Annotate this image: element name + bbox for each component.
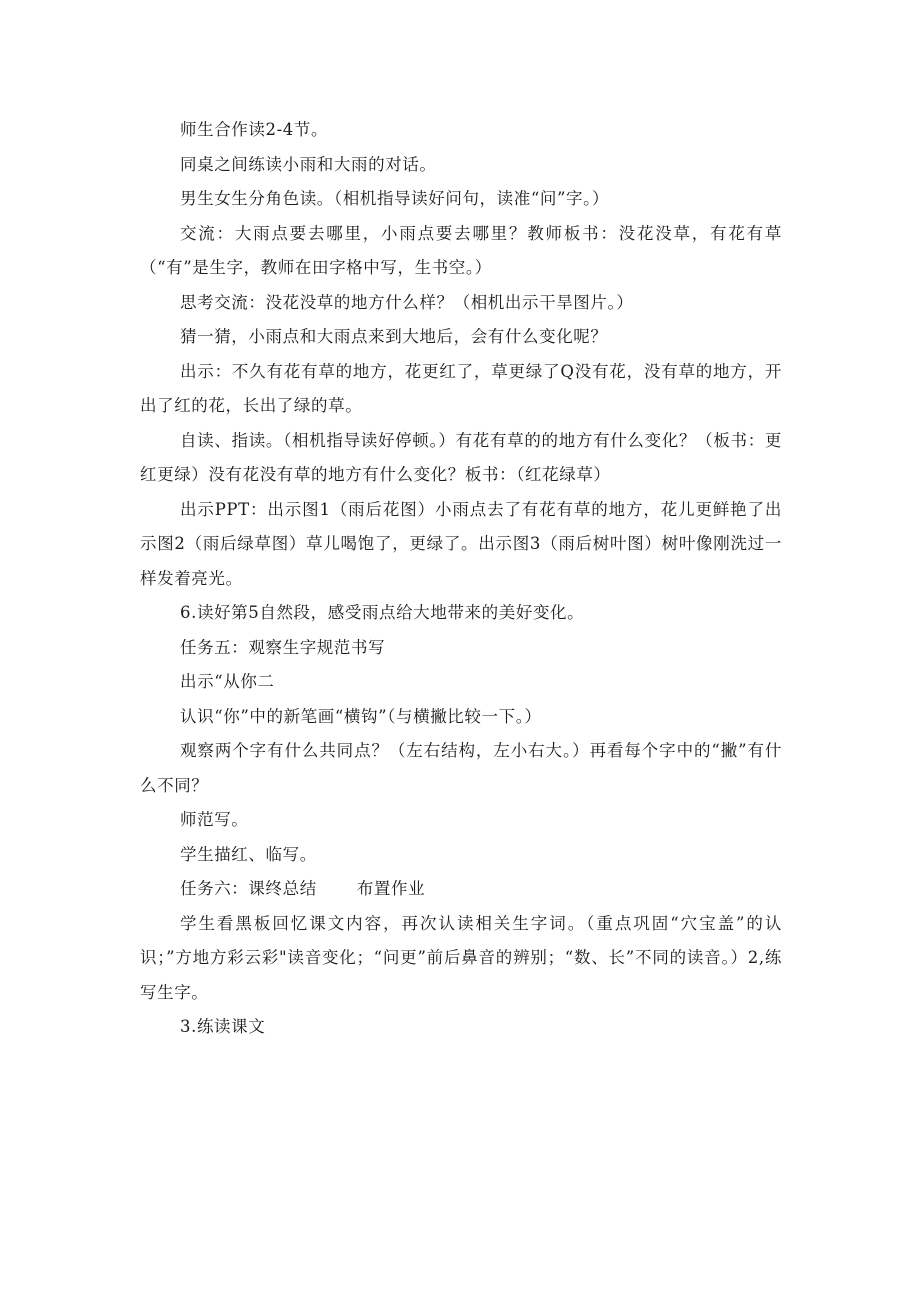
paragraph-self-read: 自读、指读。（相机指导读好停顿。）有花有草的的地方有什么变化？（板书：更红更绿）没有花没有草的地方有什么变化？板书：（红花绿草） (140, 430, 782, 484)
paragraph-practice-text: 3.练读课文 (180, 1017, 266, 1036)
task-6-title: 任务六：课终总结 (180, 879, 317, 898)
paragraph-new-stroke: 认识“你”中的新笔画“横钩”（与横撇比较一下。） (180, 706, 542, 726)
paragraph-exchange: 交流：大雨点要去哪里，小雨点要去哪里？教师板书：没花没草，有花有草（“有”是生字，教师在田字格中写，生书空。） (140, 223, 782, 277)
task-6-homework: 布置作业 (356, 879, 426, 898)
paragraph-show-ppt: 出示PPT：出示图1（雨后花图）小雨点去了有花有草的地方，花儿更鲜艳了出示图2（雨后绿草图）草儿喝饱了，更绿了。出示图3（雨后树叶图）树叶像刚洗过一样发着亮光。 (140, 499, 782, 588)
document-body (140, 113, 782, 1045)
paragraph-section-6: 6.读好第5自然段，感受雨点给大地带来的美好变化。 (180, 603, 585, 622)
heading-task-5: 任务五：观察生字规范书写 (180, 637, 386, 657)
paragraph-role-reading: 男生女生分角色读。（相机指导读好问句，读准“问”字。） (180, 189, 610, 208)
paragraph-observe: 观察两个字有什么共同点？（左右结构，左小右大。）再看每个字中的“撇”有什么不同？ (140, 741, 782, 795)
paragraph-show-characters: 出示“从你二 (180, 672, 275, 691)
paragraph-desk-partner: 同桌之间练读小雨和大雨的对话。 (180, 154, 437, 174)
paragraph-review: 学生看黑板回忆课文内容，再次认读相关生字词。（重点巩固“穴宝盖”的认识；”方地方彩云彩"读音变化；“问更”前后鼻音的辨别；“数、长”不同的读音。）2,练写生字。 (140, 913, 782, 1002)
paragraph-think-exchange: 思考交流：没花没草的地方什么样？（相机出示干旱图片。） (180, 292, 634, 312)
paragraph-show-text: 出示：不久有花有草的地方，花更红了，草更绿了Q没有花，没有草的地方，开出了红的花，长出了绿的草。 (140, 361, 782, 415)
paragraph-teacher-model: 师范写。 (180, 810, 249, 829)
paragraph-student-trace: 学生描红、临写。 (180, 844, 317, 864)
heading-task-6 (140, 872, 782, 907)
paragraph-read-together: 师生合作读2-4节。 (180, 120, 329, 139)
paragraph-guess: 猜一猜，小雨点和大雨点来到大地后，会有什么变化呢？ (180, 327, 608, 346)
